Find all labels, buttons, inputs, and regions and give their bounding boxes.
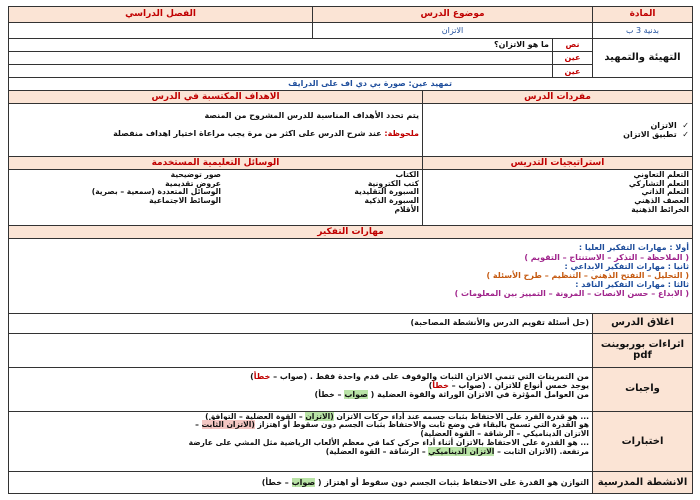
warmup-intro: تمهيد عين: صورة بي دي اف على الدرايف: [9, 78, 693, 91]
strategies-list: [423, 169, 693, 225]
subject-value: بدنية 3 ب: [593, 23, 693, 39]
test-line: الاتزان الديناميكي – الرشاقة – القوة العضلية): [420, 429, 589, 439]
objectives-text: يتم تحدد الأهداف المناسبة للدرس المشروح من المنصة: [204, 111, 419, 121]
objectives-title: الاهداف المكتسبة في الدرس: [9, 91, 423, 104]
warmup-content-3: [9, 65, 553, 78]
closing-label: اغلاق الدرس: [593, 313, 693, 333]
media-item: الأقلام: [394, 204, 419, 214]
tests-label: اختبارات: [593, 411, 693, 471]
lesson-plan-table: [8, 6, 693, 494]
strategy-item: التعلم الذاتي: [641, 187, 689, 197]
vocab-item: ✓ تطبيق الاتزان: [623, 130, 689, 140]
vocab-title: مفردات الدرس: [423, 91, 693, 104]
homework-body: [9, 367, 593, 411]
activity-text: التوازن هو القدرة على الاحتفاظ بثبات الجسم دون سقوط أو اهتزاز ( صواب – خطأ): [9, 471, 593, 493]
test-line: ... هو قدرة الفرد على الاحتفاظ بثبات جسمه عند أداء حركات الاتزان (الاتزان – القوة العضلية – التوافق): [205, 411, 589, 421]
homework-line: يوجد خمس أنواع للاتزان . (صواب – خطأ): [428, 380, 589, 390]
test-line: مرتفعة. (الاتزان الثابت – الاتزان الديناميكي – الرشاقة – القوة العضلية): [325, 446, 589, 456]
topic-header: موضوع الدرس: [313, 7, 593, 23]
test-line: ... هو القدرة على الاحتفاظ بالاتزان أثناء أداء حركي كما في معظم الألعاب الرياضية مثل المشي على عارضة: [188, 437, 589, 447]
objectives-note-label: ملحوظة:: [384, 128, 419, 138]
media-col-1: [224, 171, 419, 215]
strategy-item: العصف الذهني: [634, 196, 689, 206]
tests-body: [9, 411, 593, 471]
objectives-note: [12, 129, 419, 138]
media-item: السبورة التقليدية: [354, 187, 419, 197]
thinking-items-3: ( الابداع – حسن الانصات – المرونة – التمييز بين المعلومات ): [454, 289, 689, 299]
warmup-type-2: عين: [553, 52, 593, 65]
test-line: هو القدرة التي تسمح بالبقاء في وضع ثابت والاحتفاظ بثبات الجسم دون سقوط أو اهتزاز (الاتزان الثابت –: [195, 420, 589, 430]
media-list: [9, 169, 423, 225]
activity-label: الانشطة المدرسية: [593, 471, 693, 493]
topic-value: الاتزان: [313, 23, 593, 39]
vocab-item: ✓ الاتزان: [650, 120, 689, 130]
thinking-title: مهارات التفكير: [9, 226, 693, 239]
thinking-items-2: ( التحليل – التفتح الذهني – التنظيم – طرح الأسئلة ): [486, 270, 689, 280]
thinking-label-2: ثانيا : مهارات التفكير الابداعي :: [564, 261, 689, 271]
warmup-question: ما هو الاتزان؟: [9, 39, 553, 52]
media-item: الكتاب: [395, 169, 419, 179]
media-col-2: [26, 171, 221, 206]
homework-line: من التمرينات التي تنمي الاتزان الثبات والوقوف على قدم واحدة فقط . (صواب – خطأ): [250, 371, 589, 381]
media-item: كتب الكترونية: [367, 178, 419, 188]
enrichment-text: [9, 333, 593, 367]
homework-line: من العوامل المؤثرة في الاتزان الوراثة والقوة العضلية ( صواب – خطأ): [314, 390, 589, 400]
strategy-item: الخرائط الذهنية: [631, 204, 689, 214]
thinking-body: [9, 239, 693, 313]
closing-text: (حل أسئلة تقويم الدرس والأنشطة المصاحبة): [9, 313, 593, 333]
media-item: عروض تقديمية: [165, 178, 221, 188]
thinking-label-3: ثالثا : مهارات التفكير الناقد :: [575, 280, 689, 290]
warmup-type-3: عين: [553, 65, 593, 78]
vocab-list: [423, 104, 693, 156]
enrichment-label: اثراءات بوربوينت pdf: [593, 333, 693, 367]
media-item: الوسائل المتعددة (سمعية – بصرية): [91, 187, 221, 197]
thinking-items-1: ( الملاحظة – التذكر – الاستنتاج – التقويم ): [524, 252, 689, 262]
objectives-body: [9, 104, 423, 156]
strategy-item: التعلم التشاركي: [628, 178, 689, 188]
warmup-label: التهيئة والتمهيد: [593, 39, 693, 78]
media-item: الوسائط الاجتماعية: [149, 196, 221, 206]
term-header: الفصل الدراسي: [9, 7, 313, 23]
strategy-item: التعلم التعاوني: [633, 169, 689, 179]
media-item: السبورة الذكية: [364, 196, 419, 206]
warmup-type-1: نص: [553, 39, 593, 52]
warmup-content-2: [9, 52, 553, 65]
strategies-title: استراتيجيات التدريس: [423, 156, 693, 169]
objectives-note-text: عند شرح الدرس على اكثر من مرة يجب مراعاة اختيار اهداف منفصلة: [113, 128, 382, 138]
subject-header: المادة: [593, 7, 693, 23]
term-value: [9, 23, 313, 39]
media-item: صور توضيحية: [170, 169, 221, 179]
homework-label: واجبات: [593, 367, 693, 411]
media-title: الوسائل التعليمية المستخدمة: [9, 156, 423, 169]
thinking-label-1: أولا : مهارات التفكير العليا :: [578, 243, 689, 253]
